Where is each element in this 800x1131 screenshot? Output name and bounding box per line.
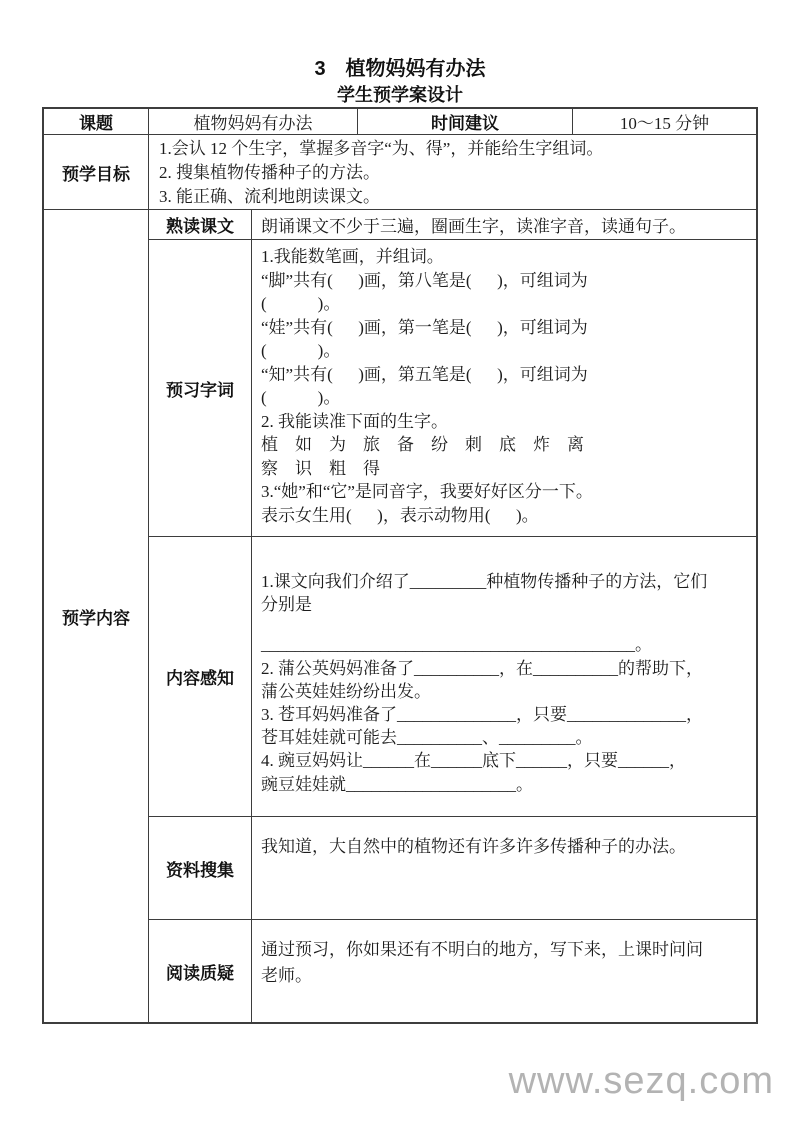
content-label-cell: 预学内容 xyxy=(44,210,149,1022)
text-line: 3. 苍耳妈妈准备了______________，只要______________， xyxy=(261,705,703,725)
text-line xyxy=(261,616,752,633)
content-row xyxy=(44,210,756,1022)
subrow-preview-words xyxy=(149,240,756,537)
topic-value-cell: 植物妈妈有办法 xyxy=(149,109,358,134)
text-line: ( )。 xyxy=(261,341,341,360)
subrow-reading-questions xyxy=(149,920,756,1022)
goal-content-cell xyxy=(149,135,756,209)
text-line: 1.会认 12 个生字，掌握多音字“为、得”，并能给生字组词。 xyxy=(159,139,604,158)
text-line: 3. 能正确、流利地朗读课文。 xyxy=(159,187,380,206)
subrow-material-collection-content xyxy=(252,817,756,919)
text-line: 2. 搜集植物传播种子的方法。 xyxy=(159,163,380,182)
text-line: “知”共有( )画，第五笔是( )，可组词为 xyxy=(261,364,588,384)
text-line: 苍耳娃娃就可能去__________、_________。 xyxy=(261,728,593,748)
text-line: 朗诵课文不少于三遍，圈画生字，读准字音，读通句子。 xyxy=(261,217,686,236)
text-line: 我知道，大自然中的植物还有许多许多传播种子的办法。 xyxy=(261,837,686,856)
subrow-material-collection-label: 资料搜集 xyxy=(149,817,252,919)
text-line: 2. 蒲公英妈妈准备了__________，在__________的帮助下， xyxy=(261,658,703,678)
text-line: 分别是 xyxy=(261,595,312,615)
text-line: ( )。 xyxy=(261,294,341,313)
text-line: 3.“她”和“它”是同音字，我要好好区分一下。 xyxy=(261,482,593,501)
header-row xyxy=(44,109,756,135)
page-subtitle: 学生预学案设计 xyxy=(337,85,463,105)
text-line: 1.课文向我们介绍了_________种植物传播种子的方法，它们 xyxy=(261,572,708,591)
text-line: 察 识 粗 得 xyxy=(261,458,380,478)
subrow-content-perception-content xyxy=(252,537,756,816)
time-label-cell: 时间建议 xyxy=(358,109,573,134)
text-line: 植 如 为 旅 备 纷 刺 底 炸 离 xyxy=(261,435,584,454)
worksheet-table xyxy=(42,107,758,1024)
subrow-preview-words-content xyxy=(252,240,756,536)
text-line: 豌豆娃娃就____________________。 xyxy=(261,774,533,794)
text-line: 表示女生用( )，表示动物用( )。 xyxy=(261,505,539,525)
text-line: 蒲公英娃娃纷纷出发。 xyxy=(261,681,431,701)
goal-label-cell: 预学目标 xyxy=(44,135,149,209)
subrow-read-aloud-label: 熟读课文 xyxy=(149,210,252,239)
text-line: 4. 豌豆妈妈让______在______底下______，只要______， xyxy=(261,751,686,771)
goal-row xyxy=(44,135,756,210)
text-line: ( )。 xyxy=(261,388,341,407)
text-line: ____________________________________________。 xyxy=(261,635,652,655)
subrow-content-perception xyxy=(149,537,756,817)
subrow-reading-questions-content xyxy=(252,920,756,1022)
text-line: 1.我能数笔画，并组词。 xyxy=(261,247,444,266)
subrow-preview-words-label: 预习字词 xyxy=(149,240,252,536)
subrow-content-perception-label: 内容感知 xyxy=(149,537,252,816)
page-title: 3 植物妈妈有办法 xyxy=(314,58,486,80)
subrow-read-aloud xyxy=(149,210,756,240)
topic-label-cell: 课题 xyxy=(44,109,149,134)
subrow-material-collection xyxy=(149,817,756,920)
watermark: www.sezq.com xyxy=(508,1060,774,1102)
text-line: “娃”共有( )画，第一笔是( )，可组词为 xyxy=(261,317,588,337)
text-line: 2. 我能读准下面的生字。 xyxy=(261,411,448,431)
subrow-read-aloud-content xyxy=(252,210,756,239)
text-line: “脚”共有( )画，第八笔是( )，可组词为 xyxy=(261,270,588,290)
text-line: 老师。 xyxy=(261,966,312,985)
content-subrows xyxy=(149,210,756,1022)
text-line: 通过预习，你如果还有不明白的地方，写下来，上课时问问 xyxy=(261,940,703,959)
subrow-reading-questions-label: 阅读质疑 xyxy=(149,920,252,1022)
time-value-cell: 10～15 分钟 xyxy=(619,114,710,133)
